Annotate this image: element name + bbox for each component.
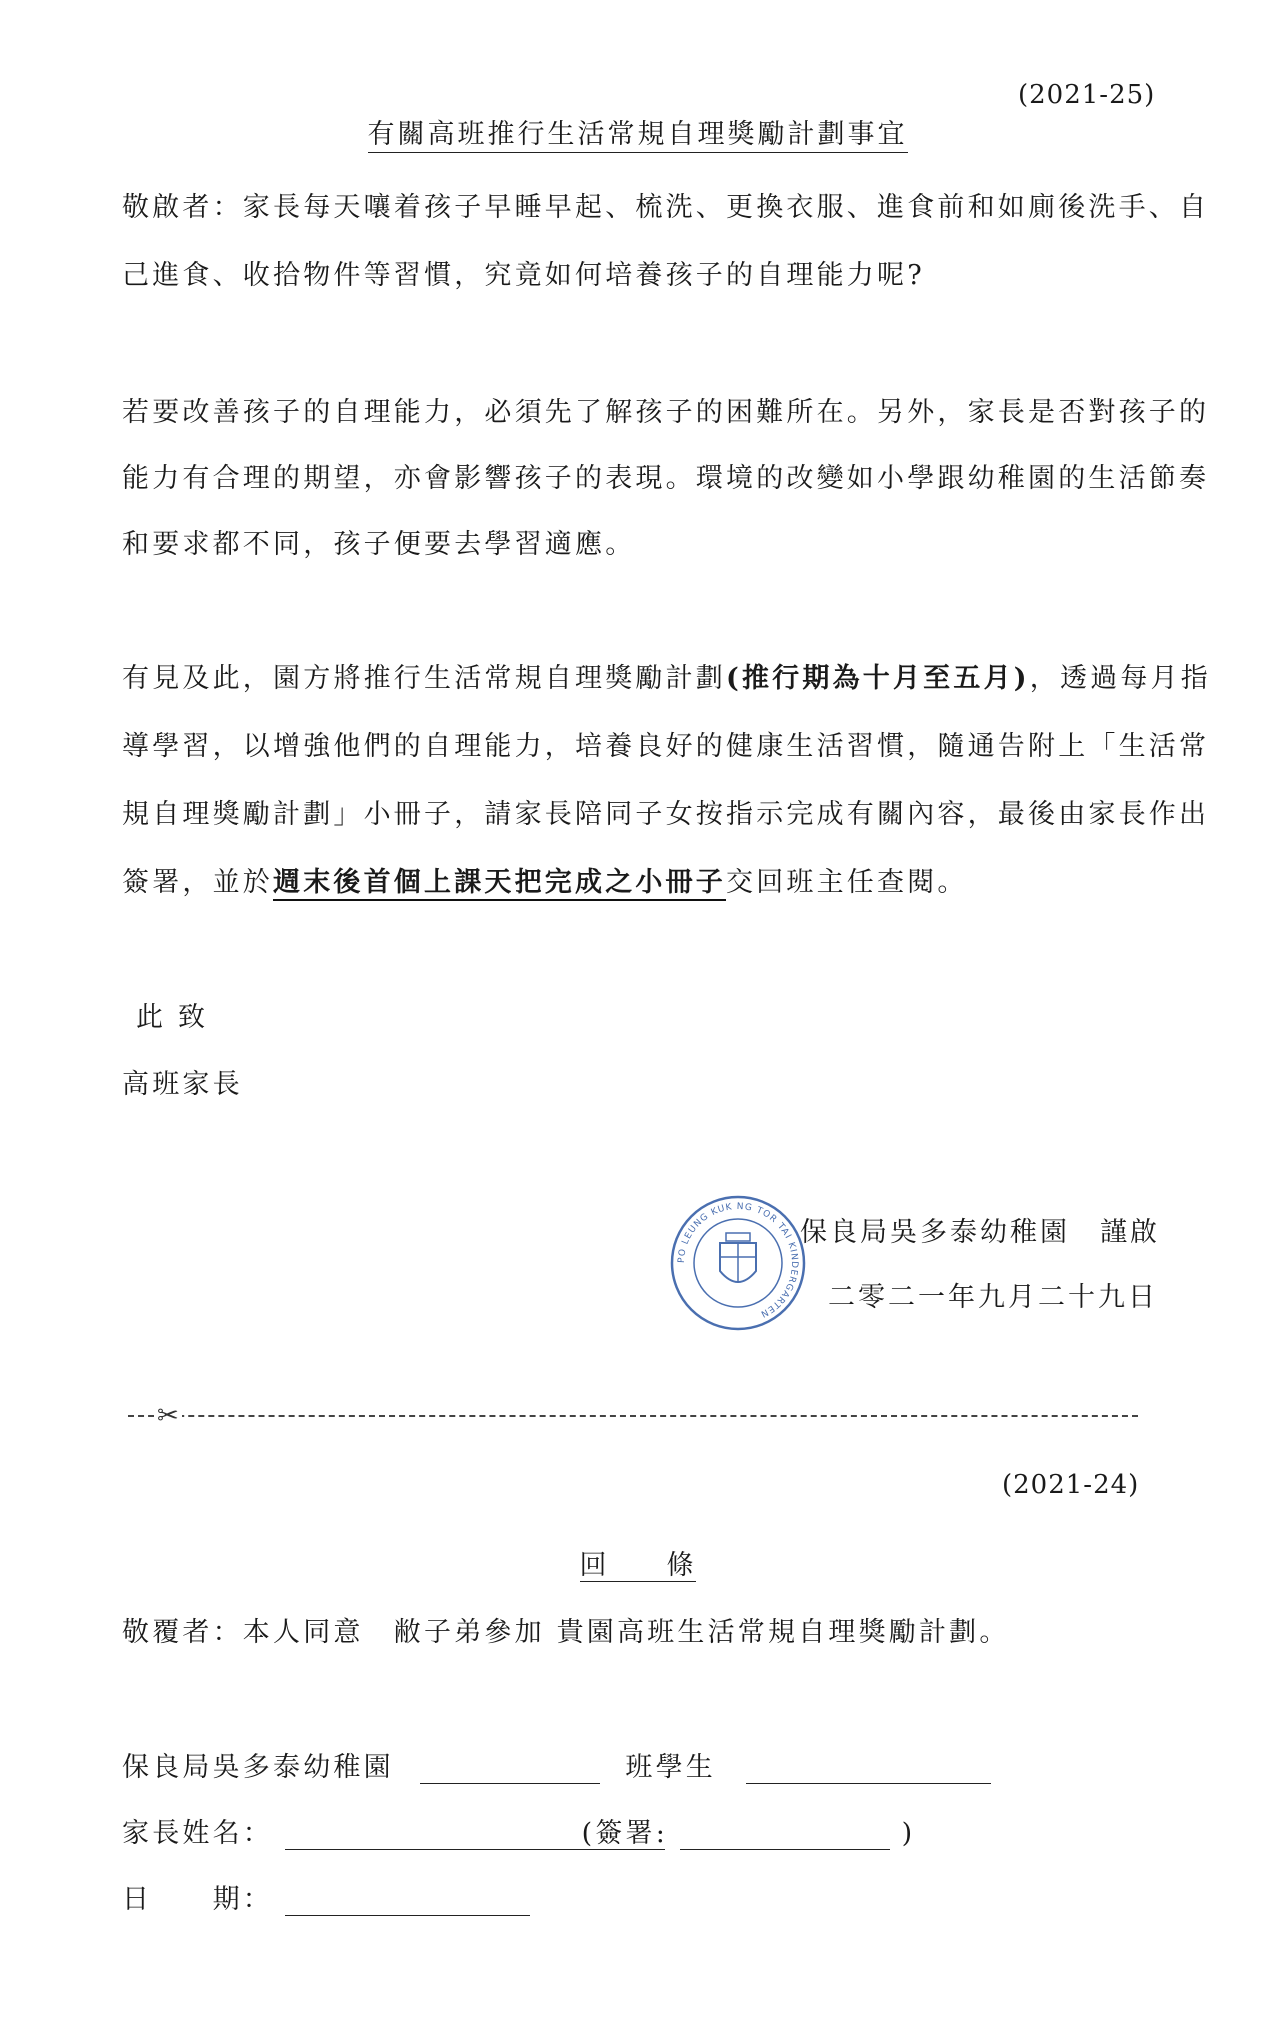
scissors-icon: ✂: [154, 1405, 182, 1429]
dashed-divider: [128, 1415, 1138, 1417]
signer-name: 保良局吳多泰幼稚園 謹啟: [800, 1217, 1160, 1248]
signature-close-label: ): [901, 1818, 916, 1849]
paragraph-1-line-2: 己進食、收拾物件等習慣，究竟如何培養孩子的自理能力呢?: [122, 260, 925, 291]
paragraph-3-line-1: [122, 656, 1211, 695]
reply-reference-number: (2021-24): [1002, 1470, 1140, 1500]
text-segment: 簽署，並於: [122, 867, 273, 898]
reply-slip-title: 回 條: [579, 1550, 696, 1581]
notice-date: 二零二一年九月二十九日: [828, 1282, 1158, 1313]
date-blank-field[interactable]: [285, 1889, 530, 1916]
paragraph-2-line-2: 能力有合理的期望，亦會影響孩子的表現。環境的改變如小學跟幼稚園的生活節奏: [122, 463, 1210, 494]
class-student-label: 班學生: [625, 1752, 717, 1783]
reply-statement: 敬覆者：本人同意 敝子弟參加 貴園高班生活常規自理獎勵計劃。: [122, 1617, 1010, 1648]
text-segment: ，透過每月指: [1029, 663, 1211, 694]
svg-text:PO LEUNG KUK NG TOR TAI KINDER: PO LEUNG KUK NG TOR TAI KINDERGARTEN: [676, 1201, 800, 1319]
paragraph-2-line-3: 和要求都不同，孩子便要去學習適應。: [122, 529, 636, 560]
reply-date-row: [122, 1877, 530, 1916]
paragraph-3-line-2: 導學習，以增強他們的自理能力，培養良好的健康生活習慣，隨通告附上「生活常: [122, 731, 1210, 762]
addressee: 高班家長: [122, 1069, 243, 1100]
signature-blank-field[interactable]: [680, 1823, 890, 1850]
parent-name-label: 家長姓名：: [122, 1818, 273, 1849]
notice-reference-number: (2021-25): [1018, 80, 1156, 110]
signature-open-label: (簽署:: [581, 1818, 669, 1849]
paragraph-3-line-3: 規自理獎勵計劃」小冊子，請家長陪同子女按指示完成有關內容，最後由家長作出: [122, 799, 1210, 830]
reply-school-class-row: [122, 1745, 991, 1784]
paragraph-1-line-1: 敬啟者：家長每天嚷着孩子早睡早起、梳洗、更換衣服、進食前和如廁後洗手、自: [122, 192, 1210, 223]
class-blank-field[interactable]: [420, 1757, 600, 1784]
notice-title: 有關高班推行生活常規自理獎勵計劃事宜: [0, 112, 1275, 151]
text-segment: 交回班主任查閱。: [726, 867, 968, 898]
reply-parent-row: [122, 1811, 915, 1850]
cut-line: [128, 1405, 1138, 1429]
school-seal-icon: [668, 1193, 808, 1333]
paragraph-2-line-1: 若要改善孩子的自理能力，必須先了解孩子的困難所在。另外，家長是否對孩子的: [122, 397, 1210, 428]
student-name-blank-field[interactable]: [746, 1757, 991, 1784]
text-segment: 有見及此，園方將推行生活常規自理獎勵計劃: [122, 663, 726, 694]
date-label: 日 期：: [122, 1884, 273, 1915]
school-label: 保良局吳多泰幼稚園: [122, 1752, 394, 1783]
deadline-highlight: 週末後首個上課天把完成之小冊子: [273, 867, 726, 901]
paragraph-3-line-4: [122, 860, 968, 899]
period-highlight: (推行期為十月至五月): [726, 663, 1030, 694]
closing-salutation: 此 致: [136, 1002, 209, 1033]
